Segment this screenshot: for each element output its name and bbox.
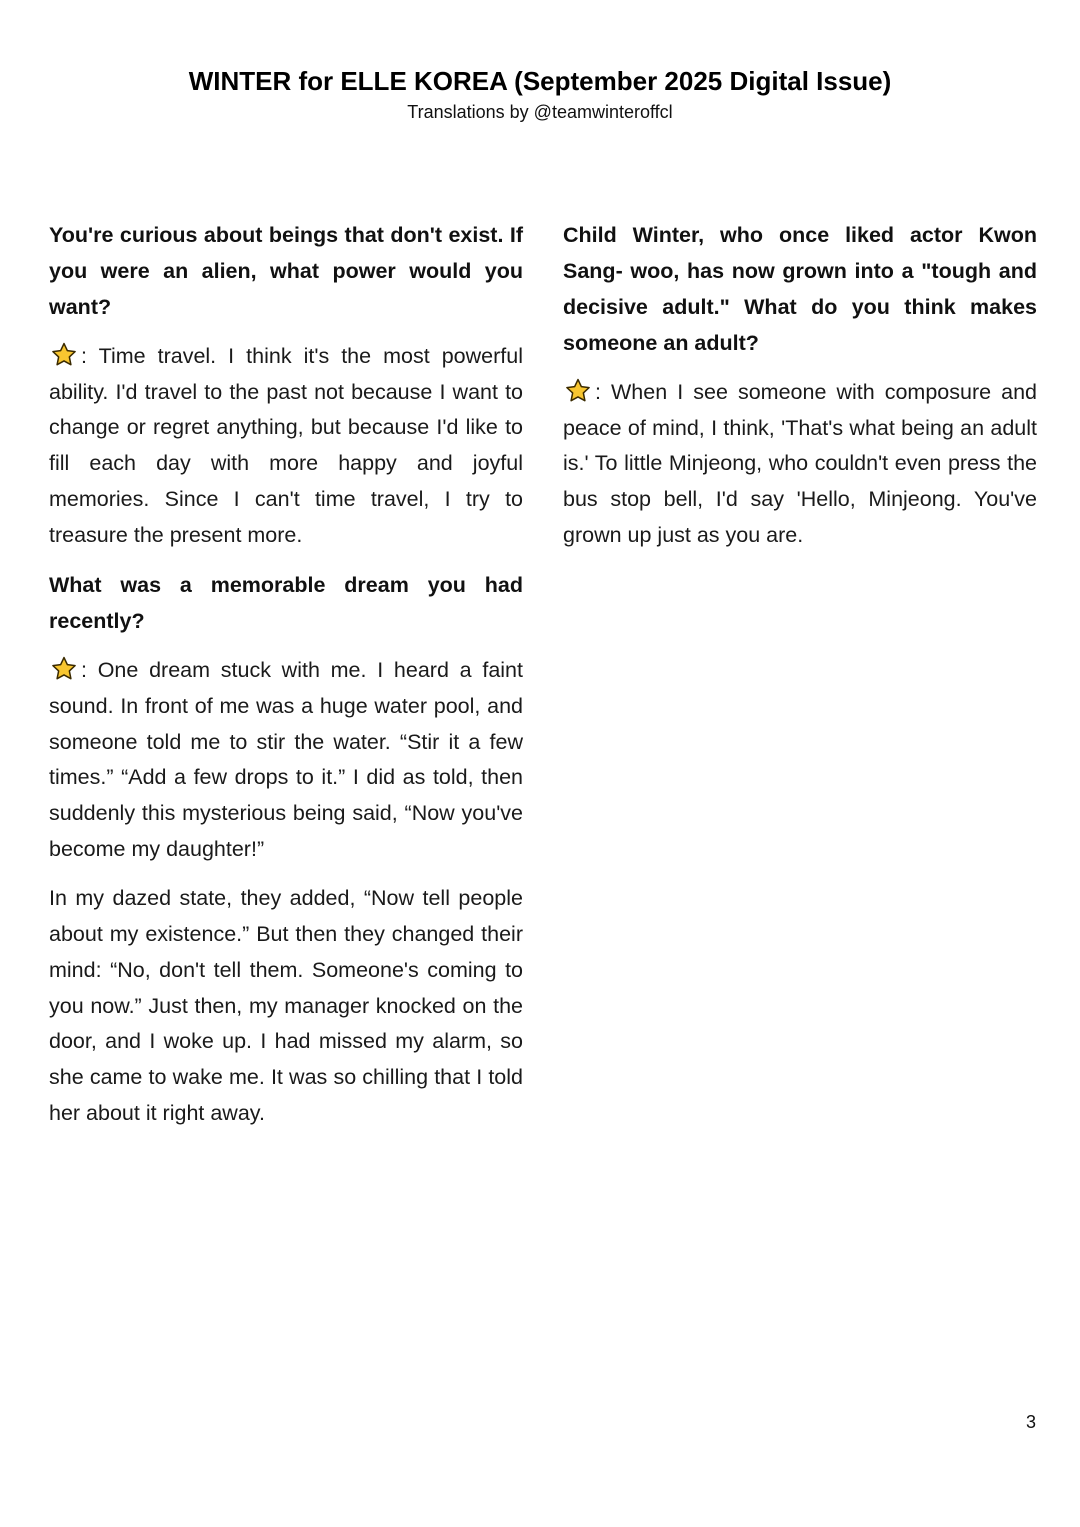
star-icon [49, 341, 79, 369]
answer-alien-power [49, 339, 523, 553]
question-memorable-dream: What was a memorable dream you had recently? [49, 573, 523, 634]
answer-memorable-dream [49, 653, 523, 867]
answer-adulthood [563, 375, 1037, 554]
answer-memorable-dream-continued: In my dazed state, they added, “Now tell people about my existence.” But then they changed their mind: “No, don't tell them. Someone's coming to you now.” Just then, my manager knocked on the door, and I woke up. I had missed my alarm, so she came to wake me. It was so chilling that I told her about it right away. [49, 886, 523, 1125]
star-icon [563, 377, 593, 405]
right-column [563, 217, 1037, 568]
star-icon [49, 655, 79, 683]
answer-alien-power-text: : Time travel. I think it's the most powerful ability. I'd travel to the past not because I want to change or regret anything, but because I'd like to fill each day with more happy and joyful memories. Since I can't time travel, I try to treasure the present more. [49, 344, 523, 547]
answer-memorable-dream-text: : One dream stuck with me. I heard a faint sound. In front of me was a huge water pool, and someone told me to stir the water. “Stir it a few times.” “Add a few drops to it.” I did as told, then suddenly this mysterious being said, “Now you've become my daughter!” [49, 658, 523, 861]
document-title: WINTER for ELLE KOREA (September 2025 Digital Issue) [188, 66, 892, 96]
left-column [49, 217, 523, 1145]
document-header [0, 62, 1080, 124]
question-adulthood: Child Winter, who once liked actor Kwon Sang- woo, has now grown into a "tough and decisive adult." What do you think makes someone an adult? [563, 223, 1037, 355]
document-subtitle: Translations by @teamwinteroffcl [407, 102, 673, 122]
page-number: 3 [1025, 1412, 1036, 1432]
answer-adulthood-text: : When I see someone with composure and peace of mind, I think, 'That's what being an adult is.' To little Minjeong, who couldn't even press the bus stop bell, I'd say 'Hello, Minjeong. You've grown up just as you are. [563, 380, 1037, 547]
question-alien-power: You're curious about beings that don't exist. If you were an alien, what power would you want? [49, 223, 523, 319]
